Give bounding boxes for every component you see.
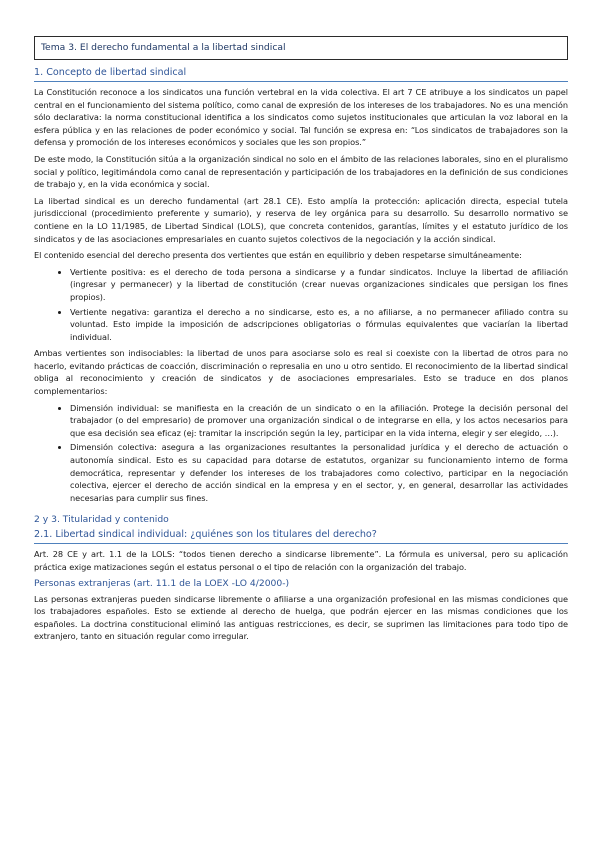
paragraph: La Constitución reconoce a los sindicatos una función vertebral en la vida colectiva. El art 7 CE atribuye a los sindicatos un papel central en el funcionamiento del sistema político, como canal de expresión de los intereses de los trabajadores. No es una mención sólo declarativa: la norma constitucional identifica a los sindicatos como sujetos institucionales que articulan la voz laboral en la esfera pública y en las relaciones de poder económico y social. Tal función se expresa en: “Los sindicatos de trabajadores son la defensa y promoción de los intereses económicos y sociales que les son propios.” xyxy=(34,87,568,148)
document-title: Tema 3. El derecho fundamental a la libertad sindical xyxy=(34,36,568,60)
paragraph: Art. 28 CE y art. 1.1 de la LOLS: “todos tienen derecho a sindicarse libremente”. La fórmula es universal, pero su aplicación práctica exige matizaciones según el estatus personal o el tipo de relación con la organización del trabajo. xyxy=(34,549,568,572)
subsection-2-1-heading: 2.1. Libertad sindical individual: ¿quiénes son los titulares del derecho? xyxy=(34,529,568,544)
document-page xyxy=(34,36,568,647)
paragraph: La libertad sindical es un derecho fundamental (art 28.1 CE). Esto amplía la protección: aplicación directa, especial tutela jurisdiccional (procedimiento preferente y sumario), y reserva de ley orgánica para su desarrollo. Su desarrollo normativo se contiene en la LO 11/1985, de Libertad Sindical (LOLS), que concreta contenidos, garantías, límites y el estatuto jurídico de los sindicatos y de las asociaciones empresariales en cuanto sujetos colectivos de la negociación y la acción sindical. xyxy=(34,195,568,244)
list-item: • Vertiente positiva: es el derecho de toda persona a sindicarse y a fundar sindicatos. Incluye la libertad de afiliación (ingresar y permanecer) y la libertad de constitución (crear nuevas organizaciones sindicales que persigan los fines propios). xyxy=(70,266,568,304)
paragraph: El contenido esencial del derecho presenta dos vertientes que están en equilibrio y deben respetarse simultáneamente: xyxy=(34,250,522,261)
list-item: • Vertiente negativa: garantiza el derecho a no sindicarse, esto es, a no afiliarse, a no permanecer afiliado contra su voluntad. Esto impide la imposición de adscripciones obligatorias o fórmulas equivalentes que vaciarían la libertad individual. xyxy=(70,306,568,344)
section-2-heading: 2 y 3. Titularidad y contenido xyxy=(34,514,169,526)
vertientes-list xyxy=(34,266,568,344)
paragraph: Las personas extranjeras pueden sindicarse libremente o afiliarse a una organización profesional en las mismas condiciones que los trabajadores españoles. Esto se extiende al derecho de huelga, que podrán ejercer en las mismas condiciones que los españoles. La doctrina constitucional eliminó las antiguas restricciones, es decir, se suprimen las limitaciones para todo tipo de extranjero, tanto en situación regular como irregular. xyxy=(34,593,568,642)
list-item: • Dimensión individual: se manifiesta en la creación de un sindicato o en la afiliación. Protege la decisión personal del trabajador (o del empresario) de promover una organización sindical o de integrarse en ella, y los actos necesarios para que esa decisión sea eficaz (ej: tramitar la inscripción según la ley, participar en la vida interna, elegir y ser elegido, …). xyxy=(70,402,568,440)
list-item: • Dimensión colectiva: asegura a las organizaciones resultantes la personalidad jurídica y el derecho de actuación o autonomía sindical. Esto es su capacidad para dotarse de estatutos, organizar su funcionamiento interno de forma democrática, representar y defender los intereses de los trabajadores como colectivo, participar en la negociación colectiva, ejercer el derecho de acción sindical en la empresa y en el sector, y, en general, desarrollar las actividades necesarias para cumplir sus fines. xyxy=(70,441,568,504)
paragraph: De este modo, la Constitución sitúa a la organización sindical no solo en el ámbito de las relaciones laborales, sino en el pluralismo social y político, legitimándola como canal de representación y participación de los trabajadores en la definición de sus condiciones de trabajo y, en la vida económica y social. xyxy=(34,153,568,190)
section-1-heading: 1. Concepto de libertad sindical xyxy=(34,67,568,82)
paragraph: Ambas vertientes son indisociables: la libertad de unos para asociarse solo es real si coexiste con la libertad de otros para no hacerlo, evitando prácticas de coacción, discriminación o represalia en uno u otro sentido. El reconocimiento de la libertad sindical obliga al reconocimiento y creación de sindicatos y de asociaciones empresariales. Esto se traduce en dos planos complementarios: xyxy=(34,348,568,397)
subsection-extranjeras-heading: Personas extranjeras (art. 11.1 de la LOEX -LO 4/2000-) xyxy=(34,577,290,589)
dimensiones-list xyxy=(34,402,568,505)
